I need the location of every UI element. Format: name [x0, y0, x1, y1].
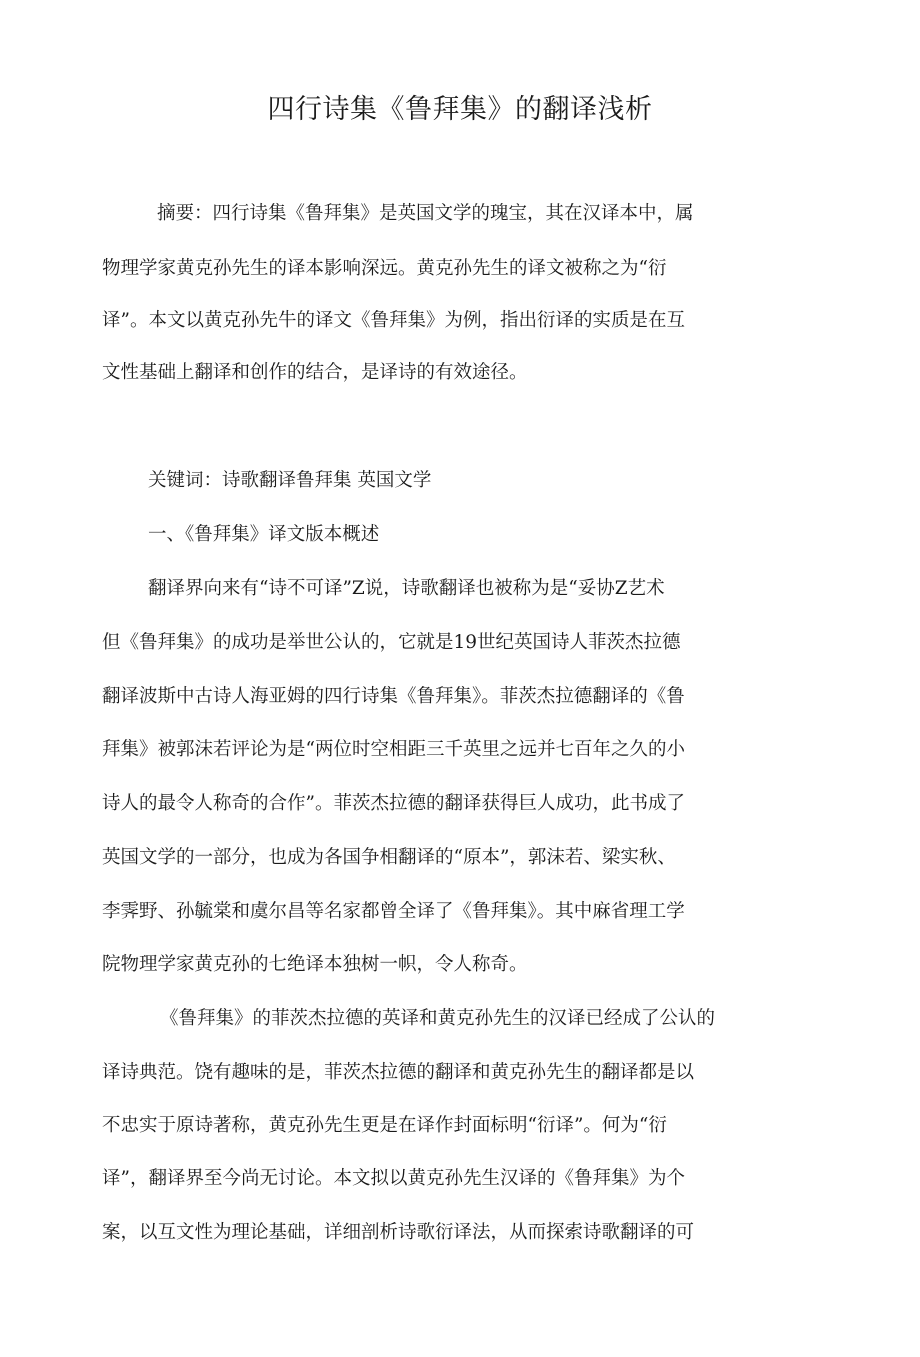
paragraph-line: 案，以互文性为理论基础，详细剖析诗歌衍译法，从而探索诗歌翻译的可 — [102, 1222, 695, 1243]
paragraph-line: 译诗典范。饶有趣味的是，菲茨杰拉德的翻译和黄克孙先生的翻译都是以 — [102, 1062, 695, 1083]
paragraph-line: 院物理学家黄克孙的七绝译本独树一帜，令人称奇。 — [102, 954, 528, 975]
keywords: 关键词：诗歌翻译鲁拜集 英国文学 — [148, 470, 432, 491]
paragraph-line: 翻译界向来有“诗不可译”Z说，诗歌翻译也被称为是“妥协Z艺术 — [148, 578, 665, 599]
document-title: 四行诗集《鲁拜集》的翻译浅析 — [267, 94, 653, 125]
paragraph-line: 《鲁拜集》的菲茨杰拉德的英译和黄克孙先生的汉译已经成了公认的 — [160, 1008, 716, 1029]
paragraph-line: 英国文学的一部分，也成为各国争相翻译的“原本”，郭沫若、梁实秋、 — [102, 847, 676, 868]
abstract-line: 译”。本文以黄克孙先牛的译文《鲁拜集》为例，指出衍译的实质是在互 — [102, 310, 685, 331]
abstract-line: 摘要：四行诗集《鲁拜集》是英国文学的瑰宝，其在汉译本中，属 — [157, 203, 694, 224]
section-heading: 一、《鲁拜集》译文版本概述 — [148, 524, 380, 545]
paragraph-line: 翻译波斯中古诗人海亚姆的四行诗集《鲁拜集》。菲茨杰拉德翻译的《鲁 — [102, 686, 685, 707]
paragraph-line: 李霁野、孙毓棠和虞尔昌等名家都曾全译了《鲁拜集》。其中麻省理工学 — [102, 901, 685, 922]
abstract-line: 文性基础上翻译和创作的结合，是译诗的有效途径。 — [102, 362, 528, 383]
paragraph-line: 但《鲁拜集》的成功是举世公认的，它就是19世纪英国诗人菲茨杰拉德 — [102, 632, 681, 653]
paragraph-line: 不忠实于原诗著称，黄克孙先生更是在译作封面标明“衍译”。何为“衍 — [102, 1115, 667, 1136]
paragraph-line: 诗人的最令人称奇的合作”。菲茨杰拉德的翻译获得巨人成功，此书成了 — [102, 793, 685, 814]
abstract-line: 物理学家黄克孙先生的译本影响深远。黄克孙先生的译文被称之为“衍 — [102, 258, 667, 279]
paragraph-line: 拜集》被郭沫若评论为是“两位时空相距三千英里之远并七百年之久的小 — [102, 739, 685, 760]
paragraph-line: 译”，翻译界至今尚无讨论。本文拟以黄克孙先生汉译的《鲁拜集》为个 — [102, 1168, 685, 1189]
